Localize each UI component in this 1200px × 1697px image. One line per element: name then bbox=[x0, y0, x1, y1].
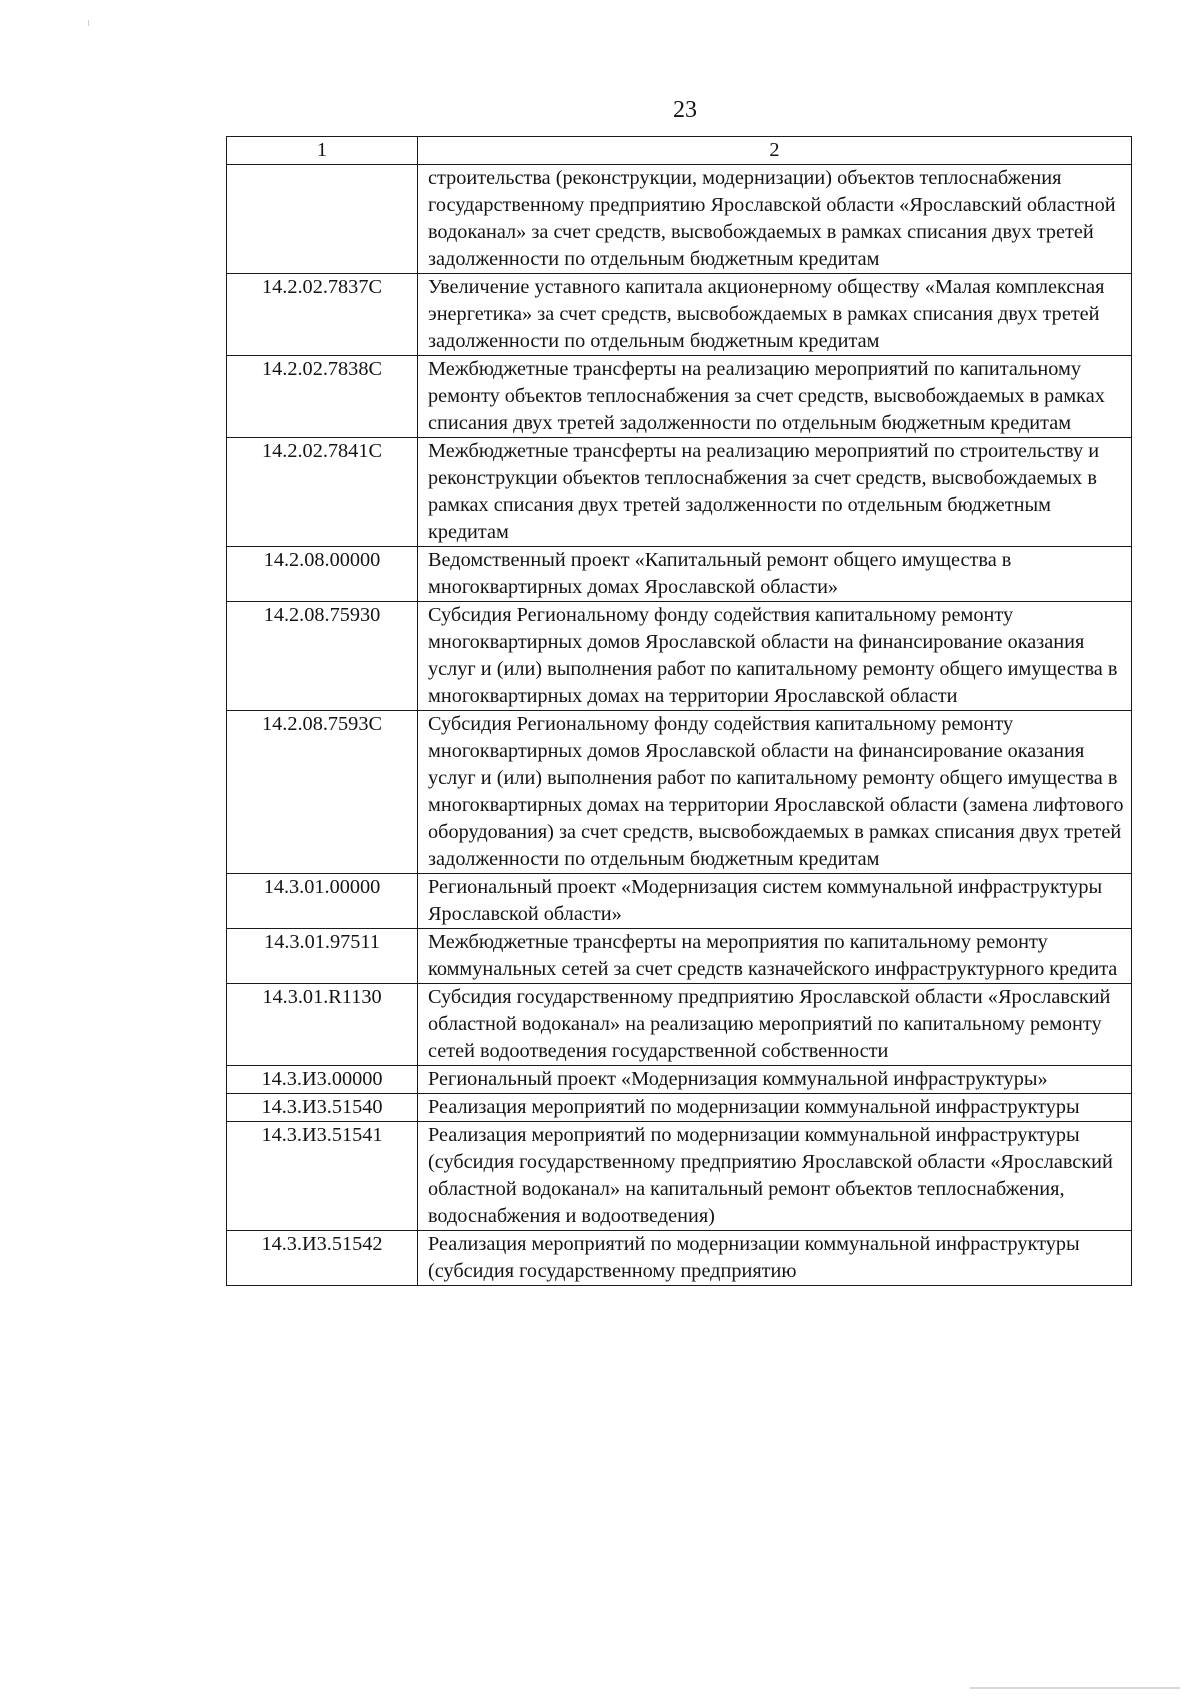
row-code: 14.3.01.R1130 bbox=[227, 984, 418, 1066]
row-code: 14.3.01.97511 bbox=[227, 929, 418, 984]
row-code: 14.3.И3.51540 bbox=[227, 1094, 418, 1122]
row-code: 14.2.02.7841С bbox=[227, 438, 418, 547]
row-description: Межбюджетные трансферты на реализацию мероприятий по строительству и реконструкции объектов теплоснабжения за счет средств, высвобождаемых в рамках списания двух третей задолженности по отдельным бюджетным кредитам bbox=[418, 438, 1132, 547]
row-description: Межбюджетные трансферты на реализацию мероприятий по капитальному ремонту объектов теплоснабжения за счет средств, высвобождаемых в рамках списания двух третей задолженности по отдельным бюджетным кредитам bbox=[418, 356, 1132, 438]
table-row bbox=[227, 1094, 1132, 1122]
row-code: 14.3.01.00000 bbox=[227, 874, 418, 929]
row-description: Региональный проект «Модернизация систем коммунальной инфраструктуры Ярославской области» bbox=[418, 874, 1132, 929]
table-row bbox=[227, 274, 1132, 356]
column-header-1: 1 bbox=[227, 137, 418, 165]
table-row bbox=[227, 1231, 1132, 1286]
row-description: Реализация мероприятий по модернизации коммунальной инфраструктуры bbox=[418, 1094, 1132, 1122]
row-code: 14.2.08.75930 bbox=[227, 602, 418, 711]
page-number: 23 bbox=[673, 97, 697, 123]
row-code: 14.3.И3.00000 bbox=[227, 1066, 418, 1094]
row-code: 14.2.08.00000 bbox=[227, 547, 418, 602]
table-row bbox=[227, 1122, 1132, 1231]
table-row bbox=[227, 356, 1132, 438]
row-description: строительства (реконструкции, модернизации) объектов теплоснабжения государственному предприятию Ярославской области «Ярославский областной водоканал» за счет средств, высвобождаемых в рамках списания двух третей задолженности по отдельным бюджетным кредитам bbox=[418, 165, 1132, 274]
row-description: Реализация мероприятий по модернизации коммунальной инфраструктуры (субсидия государственному предприятию bbox=[418, 1231, 1132, 1286]
table-header-row bbox=[227, 137, 1132, 165]
row-code: 14.2.02.7837С bbox=[227, 274, 418, 356]
row-description: Субсидия государственному предприятию Ярославской области «Ярославский областной водоканал» на реализацию мероприятий по капитальному ремонту сетей водоотведения государственной собственности bbox=[418, 984, 1132, 1066]
table-row bbox=[227, 602, 1132, 711]
budget-code-table bbox=[226, 136, 1132, 1286]
table-row bbox=[227, 547, 1132, 602]
row-code: 14.3.И3.51542 bbox=[227, 1231, 418, 1286]
column-header-2: 2 bbox=[418, 137, 1132, 165]
row-description: Межбюджетные трансферты на мероприятия по капитальному ремонту коммунальных сетей за счет средств казначейского инфраструктурного кредита bbox=[418, 929, 1132, 984]
row-description: Субсидия Региональному фонду содействия капитальному ремонту многоквартирных домов Ярославской области на финансирование оказания услуг и (или) выполнения работ по капитальному ремонту общего имущества в многоквартирных домах на территории Ярославской области bbox=[418, 602, 1132, 711]
row-code bbox=[227, 165, 418, 274]
table-row bbox=[227, 165, 1132, 274]
scan-artifact-dot bbox=[88, 20, 89, 26]
row-description: Субсидия Региональному фонду содействия капитальному ремонту многоквартирных домов Ярославской области на финансирование оказания услуг и (или) выполнения работ по капитальному ремонту общего имущества в многоквартирных домах на территории Ярославской области (замена лифтового оборудования) за счет средств, высвобождаемых в рамках списания двух третей задолженности по отдельным бюджетным кредитам bbox=[418, 711, 1132, 874]
table-row bbox=[227, 438, 1132, 547]
scan-artifact-line bbox=[970, 1687, 1180, 1689]
table-row bbox=[227, 711, 1132, 874]
row-description: Увеличение уставного капитала акционерному обществу «Малая комплексная энергетика» за счет средств, высвобождаемых в рамках списания двух третей задолженности по отдельным бюджетным кредитам bbox=[418, 274, 1132, 356]
table-row bbox=[227, 929, 1132, 984]
row-code: 14.3.И3.51541 bbox=[227, 1122, 418, 1231]
row-code: 14.2.08.7593С bbox=[227, 711, 418, 874]
table-row bbox=[227, 1066, 1132, 1094]
row-description: Региональный проект «Модернизация коммунальной инфраструктуры» bbox=[418, 1066, 1132, 1094]
table-row bbox=[227, 874, 1132, 929]
row-code: 14.2.02.7838С bbox=[227, 356, 418, 438]
row-description: Реализация мероприятий по модернизации коммунальной инфраструктуры (субсидия государственному предприятию Ярославской области «Ярославский областной водоканал» на капитальный ремонт объектов теплоснабжения, водоснабжения и водоотведения) bbox=[418, 1122, 1132, 1231]
table-row bbox=[227, 984, 1132, 1066]
row-description: Ведомственный проект «Капитальный ремонт общего имущества в многоквартирных домах Ярославской области» bbox=[418, 547, 1132, 602]
